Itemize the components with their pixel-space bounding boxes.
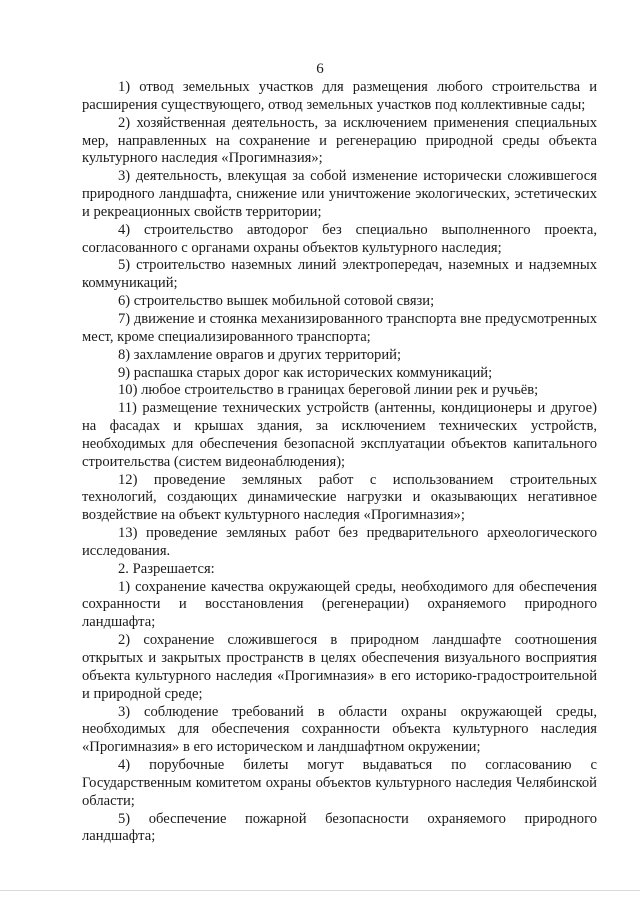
document-body (82, 79, 597, 846)
paragraph-prohibited-2: 2) хозяйственная деятельность, за исключением применения специальных мер, направленных на сохранение и регенерацию природной среды объекта культурного наследия «Прогимназия»; (82, 114, 597, 167)
paragraph-prohibited-13: 13) проведение земляных работ без предварительного археологического исследования. (82, 525, 597, 559)
paragraph-prohibited-8: 8) захламление оврагов и других территорий; (118, 346, 402, 363)
paragraph-prohibited-9: 9) распашка старых дорог как исторических коммуникаций; (118, 364, 493, 381)
paragraph-prohibited-3: 3) деятельность, влекущая за собой изменение исторически сложившегося природного ландшафта, снижение или уничтожение экологических, эстетических и рекреационных свойств территории; (82, 168, 597, 220)
paragraph-permitted-2: 2) сохранение сложившегося в природном ландшафте соотношения открытых и закрытых пространств в целях обеспечения визуального восприятия объекта культурного наследия «Прогимназия» в его историко-градостроительной и природной среде; (82, 632, 597, 702)
paragraph-prohibited-1: 1) отвод земельных участков для размещения любого строительства и расширения существующего, отвод земельных участков под коллективные сады; (82, 79, 597, 113)
paragraph-prohibited-4: 4) строительство автодорог без специально выполненного проекта, согласованного с органами охраны объектов культурного наследия; (82, 221, 597, 256)
section-heading-permitted: 2. Разрешается: (118, 560, 215, 577)
scan-edge-line (0, 890, 640, 891)
paragraph-permitted-4: 4) порубочные билеты могут выдаваться по согласованию с Государственным комитетом охраны объектов культурного наследия Челябинской области; (82, 757, 597, 809)
paragraph-prohibited-12: 12) проведение земляных работ с использованием строительных технологий, создающих динамические нагрузки и оказывающих негативное воздействие на объект культурного наследия «Прогимназия»; (82, 471, 597, 524)
paragraph-prohibited-6: 6) строительство вышек мобильной сотовой связи; (118, 293, 435, 310)
paragraph-permitted-1: 1) сохранение качества окружающей среды, необходимого для обеспечения сохранности и восстановления (регенерации) охраняемого природного ландшафта; (82, 578, 597, 631)
paragraph-prohibited-5: 5) строительство наземных линий электропередач, наземных и надземных коммуникаций; (82, 257, 597, 292)
page-number: 6 (316, 61, 324, 77)
paragraph-prohibited-10: 10) любое строительство в границах береговой линии рек и ручьёв; (118, 382, 539, 399)
paragraph-prohibited-11: 11) размещение технических устройств (антенны, кондиционеры и другое) на фасадах и крышах здания, за исключением технических устройств, необходимых для обеспечения безопасной эксплуатации объектов капитального строительства (систем видеонаблюдения); (82, 400, 597, 470)
paragraph-permitted-5: 5) обеспечение пожарной безопасности охраняемого природного ландшафта; (82, 810, 597, 845)
paragraph-prohibited-7: 7) движение и стоянка механизированного транспорта вне предусмотренных мест, кроме специализированного транспорта; (82, 310, 597, 345)
paragraph-permitted-3: 3) соблюдение требований в области охраны окружающей среды, необходимых для обеспечения сохранности объекта культурного наследия «Прогимназия» в его историческом и ландшафтном окружении; (82, 703, 597, 756)
